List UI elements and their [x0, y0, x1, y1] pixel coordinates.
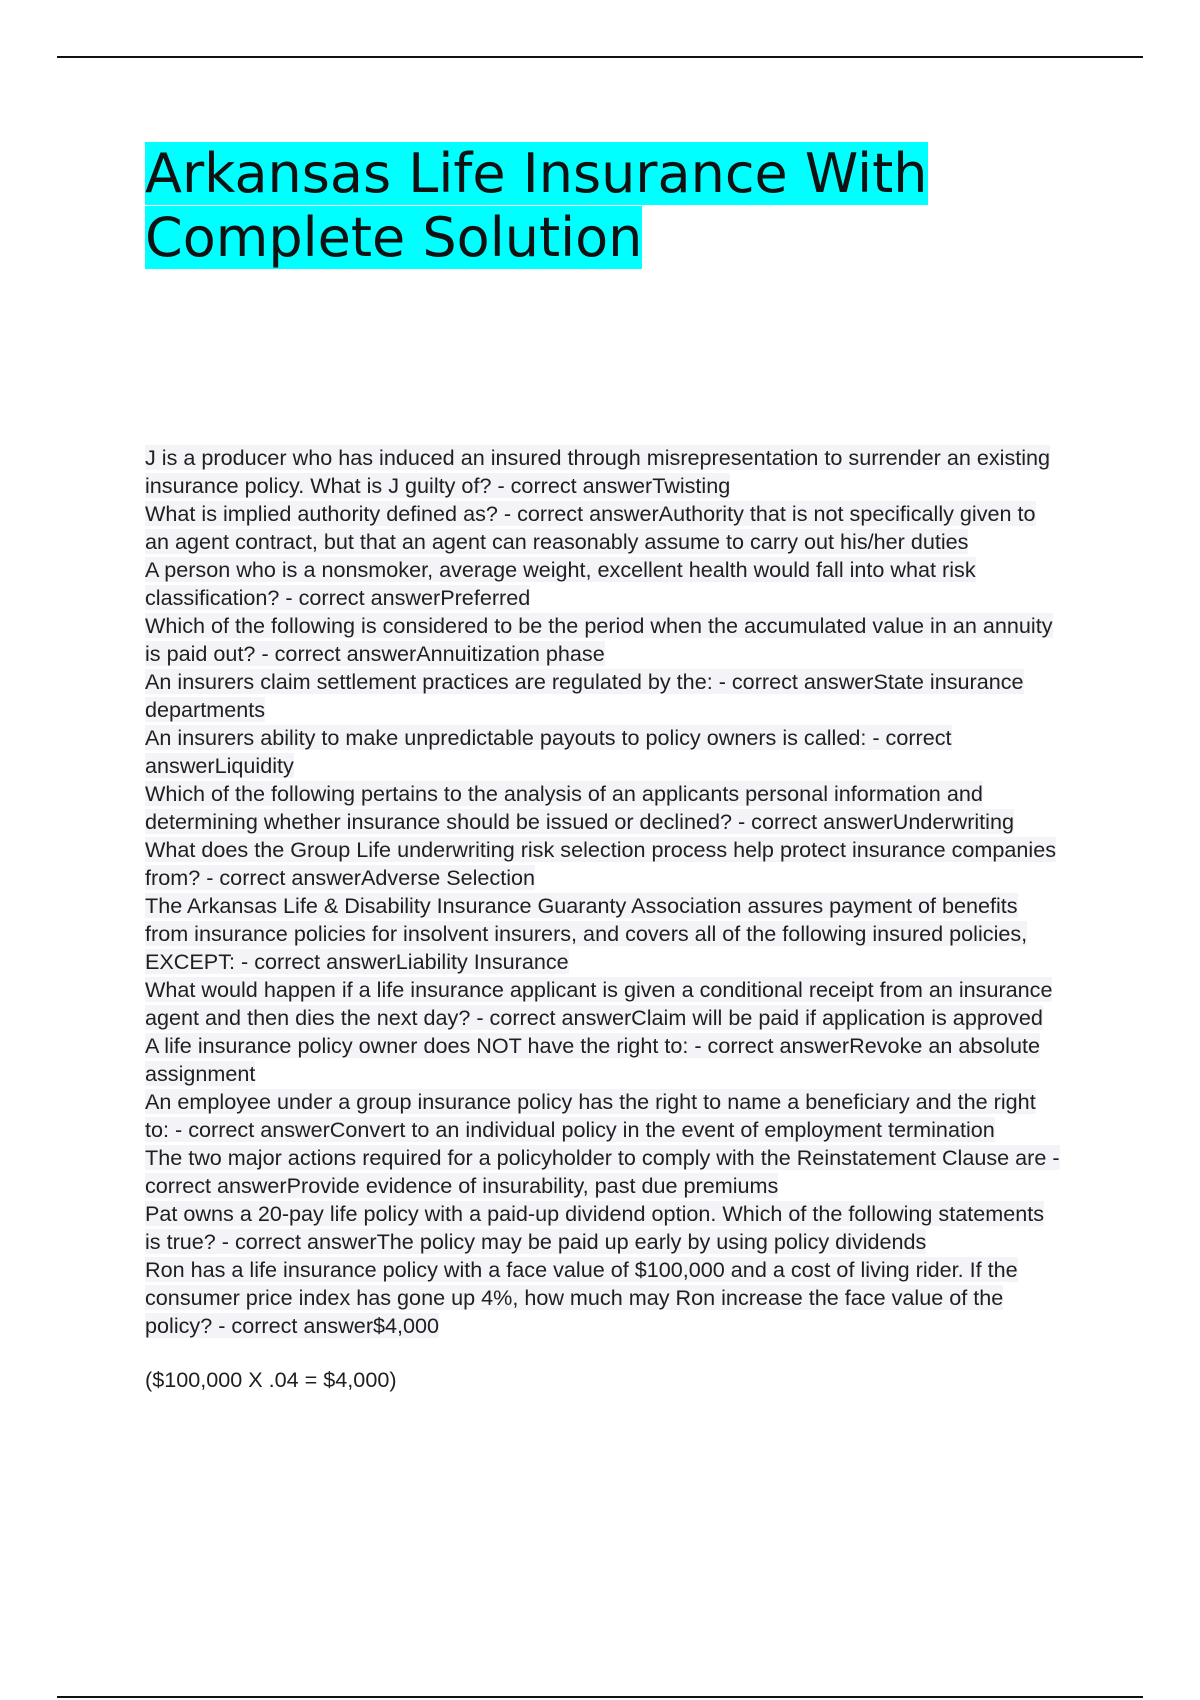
qa-item-text: Pat owns a 20-pay life policy with a paid-up dividend option. Which of the following statements is true? - correct answerThe policy may be paid up early by using policy dividends — [145, 1201, 1045, 1254]
qa-item-text: What is implied authority defined as? - correct answerAuthority that is not specifically given to an agent contract, but that an agent can reasonably assume to carry out his/her duties — [145, 501, 1036, 554]
qa-item — [145, 1200, 1065, 1256]
document-title-text: Arkansas Life Insurance With Complete Solution — [145, 142, 928, 269]
document-title — [145, 142, 1025, 270]
qa-item — [145, 668, 1065, 724]
qa-item-text: Ron has a life insurance policy with a face value of $100,000 and a cost of living rider. If the consumer price index has gone up 4%, how much may Ron increase the face value of the policy? - correct answer$4,000 — [145, 1257, 1018, 1338]
qa-item-text: An employee under a group insurance policy has the right to name a beneficiary and the right to: - correct answerConvert to an individual policy in the event of employment termination — [145, 1089, 1036, 1142]
qa-item-text: A life insurance policy owner does NOT have the right to: - correct answerRevoke an absolute assignment — [145, 1033, 1041, 1086]
qa-item-text: Which of the following pertains to the analysis of an applicants personal information and determining whether insurance should be issued or declined? - correct answerUnderwriting — [145, 781, 1015, 834]
qa-item — [145, 1088, 1065, 1144]
qa-item — [145, 976, 1065, 1032]
qa-item-text: An insurers claim settlement practices are regulated by the: - correct answerState insurance departments — [145, 669, 1024, 722]
qa-list — [145, 444, 1065, 1394]
qa-item — [145, 1256, 1065, 1340]
qa-item — [145, 1144, 1065, 1200]
qa-item-text: The Arkansas Life & Disability Insurance Guaranty Association assures payment of benefits from insurance policies for insolvent insurers, and covers all of the following insured policies, EXCEPT: - correct answerLiability Insurance — [145, 893, 1028, 974]
qa-item — [145, 556, 1065, 612]
qa-item — [145, 500, 1065, 556]
qa-item-text: The two major actions required for a policyholder to comply with the Reinstatement Clause are - correct answerProvide evidence of insurability, past due premiums — [145, 1145, 1060, 1198]
qa-item — [145, 892, 1065, 976]
qa-item — [145, 1032, 1065, 1088]
qa-item-text: Which of the following is considered to be the period when the accumulated value in an annuity is paid out? - correct answerAnnuitization phase — [145, 613, 1053, 666]
qa-item-text: J is a producer who has induced an insured through misrepresentation to surrender an existing insurance policy. What is J guilty of? - correct answerTwisting — [145, 445, 1051, 498]
qa-item — [145, 780, 1065, 836]
qa-item — [145, 836, 1065, 892]
qa-item-text: What would happen if a life insurance applicant is given a conditional receipt from an insurance agent and then dies the next day? - correct answerClaim will be paid if application is approved — [145, 977, 1053, 1030]
calculation-note: ($100,000 X .04 = $4,000) — [145, 1367, 397, 1392]
qa-item-text: What does the Group Life underwriting risk selection process help protect insurance companies from? - correct answerAdverse Selection — [145, 837, 1057, 890]
qa-item — [145, 444, 1065, 500]
top-rule — [57, 56, 1143, 58]
qa-item — [145, 612, 1065, 668]
bottom-rule — [57, 1696, 1143, 1698]
qa-item-text: An insurers ability to make unpredictable payouts to policy owners is called: - correct answerLiquidity — [145, 725, 952, 778]
qa-item-text: A person who is a nonsmoker, average weight, excellent health would fall into what risk classification? - correct answerPreferred — [145, 557, 976, 610]
qa-item — [145, 724, 1065, 780]
